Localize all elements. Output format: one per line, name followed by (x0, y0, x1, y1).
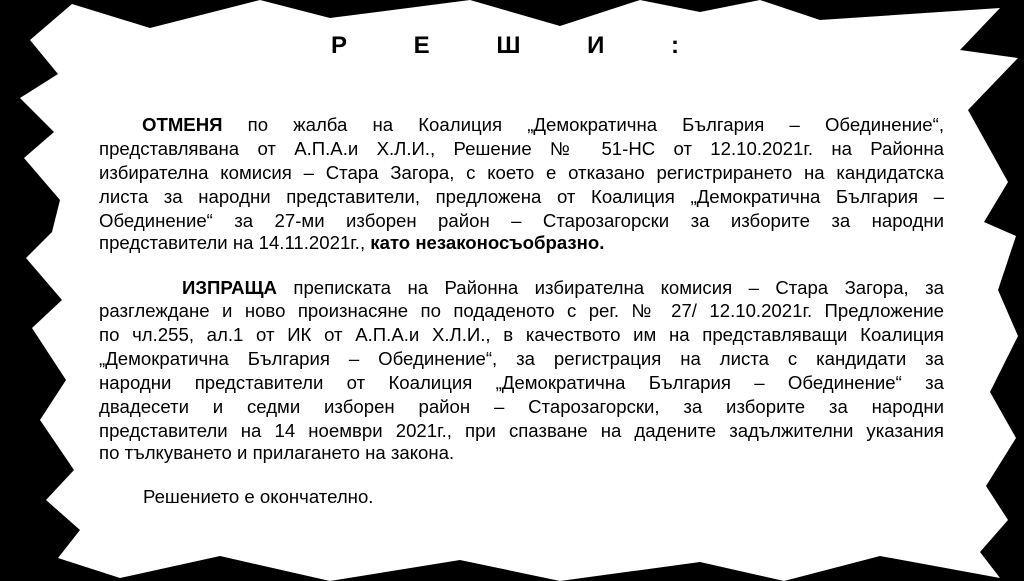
paragraph1-line-4: листа за народни представители, предложена от Коалиция „Демократична България – (99, 186, 944, 207)
paragraph2-line-8: по тълкуването и прилагането на закона. (99, 442, 455, 463)
paragraph2-line-4: „Демократична България – Обединение“, за регистрация на листа с кандидати за (99, 348, 944, 369)
paragraph2-line-7: представители на 14 ноември 2021г., при спазване на дадените задължителни указания (99, 420, 944, 441)
paragraph1-line-1: ОТМЕНЯ по жалба на Коалиция „Демократична България – Обединение“, (142, 114, 944, 135)
paragraph1-line-5: Обединение“ за 27-ми изборен район – Старозагорски за изборите за народни (99, 210, 944, 231)
decision-heading: Р Е Ш И : (330, 32, 710, 59)
unlawful-phrase: като незаконосъобразно. (370, 232, 605, 253)
paragraph2-line-3: по чл.255, ал.1 от ИК от А.П.А.и Х.Л.И., в качеството им на представляващи Коалиция (99, 324, 944, 345)
annul-keyword: ОТМЕНЯ (142, 114, 223, 135)
final-decision-note: Решението е окончателно. (143, 486, 374, 507)
send-keyword: ИЗПРАЩА (182, 277, 277, 298)
paragraph1-line-6: представители на 14.11.2021г., като незаконосъобразно. (99, 232, 605, 253)
paragraph1-line-3: избирателна комисия – Стара Загора, с което е отказано регистрирането на кандидатска (99, 162, 944, 183)
paragraph1-line-2: представлявана от А.П.А.и Х.Л.И., Решение № 51-НС от 12.10.2021г. на Районна (99, 138, 944, 159)
paragraph2-line-1: ИЗПРАЩА преписката на Районна избирателна комисия – Стара Загора, за (182, 277, 944, 298)
paragraph2-line-2: разглеждане и ново произнасяне по подаденото с рег. № 27/ 12.10.2021г. Предложение (99, 300, 944, 321)
paragraph2-line-5: народни представители от Коалиция „Демократична България – Обединение“ за (99, 372, 944, 393)
paragraph2-line-6: двадесети и седми изборен район – Старозагорски, за изборите за народни (99, 396, 944, 417)
